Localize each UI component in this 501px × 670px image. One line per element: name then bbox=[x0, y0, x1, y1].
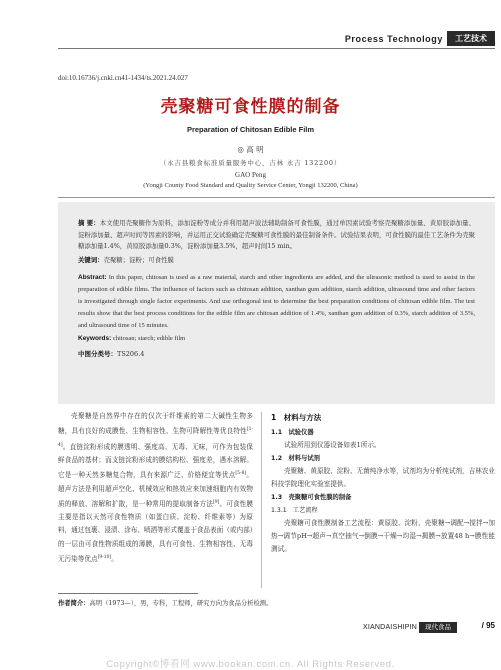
author-footnote bbox=[58, 598, 272, 607]
body-right-column bbox=[271, 410, 495, 556]
footnote-label: 作者简介： bbox=[58, 600, 90, 607]
subsubsection-heading: 1.3.1 工艺流程 bbox=[271, 507, 318, 514]
title-en: Preparation of Chitosan Edible Film bbox=[186, 125, 315, 134]
affiliation-en: (Yongji County Food Standard and Quality Service Center, Yongji 132200, China) bbox=[143, 182, 358, 189]
author-cn: ◎ 高 明 bbox=[237, 145, 264, 154]
abstract-en bbox=[78, 272, 475, 332]
footnote-text: 高明（1973—），男，专科，工程师，研究方向为食品分析检测。 bbox=[89, 600, 273, 607]
keywords-en-text: chitosan; starch; edible film bbox=[112, 334, 186, 342]
subsection-heading: 1.3 壳聚糖可食性膜的制备 bbox=[271, 494, 352, 501]
body-text: 。 bbox=[111, 554, 118, 563]
citation: [9] bbox=[212, 499, 220, 505]
page-header bbox=[0, 0, 501, 56]
abstract-box bbox=[58, 202, 495, 404]
footer-journal: XIANDAISHIPIN bbox=[363, 624, 417, 631]
body-left-column bbox=[58, 410, 253, 566]
paragraph: 壳聚糖可食性膜制备工艺流程：黄原胶、淀粉、壳聚糖→调配→搅拌→加热→调节pH→超声→真空抽气→倒膜→干燥→均湿→揭膜→放置48 h→膜性能测试。 bbox=[271, 519, 495, 553]
abstract-en-label: Abstract: bbox=[78, 274, 107, 282]
keywords-en bbox=[78, 333, 475, 345]
citation: [5-8] bbox=[235, 471, 247, 477]
abstract-cn-text: 本文使用壳聚糖作为原料，添加淀粉等成分并利用超声波法辅助制备可食性膜，通过单因素试验考察壳聚糖添加量、黄原胶添加量、淀粉添加量、超声时间等因素的影响，并运用正交试验确定壳聚糖可食性膜的最佳制备条件。试验结果表明，可食性膜的最佳工艺条件为壳聚糖添加量1.4%，黄原胶添加量0.3%，淀粉添加量3.5%，超声时间15 min。 bbox=[78, 219, 476, 251]
clc-text: TS206.4 bbox=[117, 349, 145, 358]
subsection-heading: 1.1 试验仪器 bbox=[271, 429, 314, 436]
keywords-cn bbox=[78, 255, 475, 267]
abstract-cn-label: 摘 要： bbox=[78, 219, 100, 227]
abstract-cn bbox=[78, 218, 475, 253]
clc-label: 中图分类号： bbox=[78, 349, 117, 358]
paragraph: 试验所用到仪器设备如表1所示。 bbox=[284, 441, 381, 449]
header-rule bbox=[58, 48, 495, 49]
page-number: / 95 bbox=[481, 621, 495, 630]
abstract-en-text: In this paper, chitosan is used as a raw material, starch and other ingredients are added, and the ultrasonic method is used to assist in the preparation of edible films. The influence of factors such as chitosan addition, xanthan gum addition, starch addition, ultrasound time and other factors is investigated through single factor experiments. And use orthogonal test to determine the best preparation conditions of chitosan edible film. The test results show that the best process conditions for the edible film are chitosan addition of 1.4%, xanthan gum addition of 0.3%, starch addition of 3.5%, and ultrasound time of 15 minutes. bbox=[78, 274, 476, 329]
section-heading: 1 材料与方法 bbox=[271, 413, 322, 422]
keywords-cn-label: 关键词： bbox=[78, 255, 104, 264]
author-en: GAO Peng bbox=[235, 171, 266, 179]
subsection-heading: 1.2 材料与试剂 bbox=[271, 455, 320, 462]
affiliation-cn: （永吉县粮食标准质量服务中心，吉林 永吉 132200） bbox=[159, 159, 342, 167]
body-text: 。直链淀粉形成的膜透明、强度高、无毒、无味，可作为包装保鲜食品的基材；而支链淀粉形成的膜结构松、强度差，遇水溶解。它是一种天然多糖复合物，具有来源广泛、价格便宜等优点 bbox=[58, 442, 253, 480]
footer-badge: 现代食品 bbox=[419, 622, 457, 633]
keywords-en-label: Keywords: bbox=[78, 334, 112, 342]
footnote-rule bbox=[58, 593, 198, 594]
section-title: Process Technology bbox=[344, 34, 443, 44]
paragraph: 壳聚糖、黄原胶、淀粉、无菌纯净水等，试剂均为分析纯试剂，吉林农业科技学院理化实验室提供。 bbox=[271, 467, 495, 488]
doi: doi:10.16736/j.cnki.cn41-1434/ts.2021.24.027 bbox=[58, 74, 188, 82]
title-cn: 壳聚糖可食性膜的制备 bbox=[160, 97, 341, 117]
copyright-watermark: Copyright©博看网 www.bookan.com.cn. All Rights Reserved. bbox=[106, 659, 395, 670]
body-text: 壳聚糖是自然界中存在的仅次于纤维素的第二大碱性生物多糖，具有良好的成膜性、生物相容性、生物可降解性等优良特性 bbox=[58, 412, 253, 436]
body-text: 。可食性膜主要是指以天然可食性物质（如蛋白质、淀粉、纤维素等）为原料，通过包裹、浸渍、涂布、喷洒等形式覆盖于食品表面（或内部）的一层由可食性物质组成的薄膜，具有可食性、生物相容性、无毒无污染等优点 bbox=[58, 499, 254, 563]
section-badge: 工艺技术 bbox=[447, 31, 495, 46]
citation: [1-4] bbox=[58, 427, 253, 448]
keywords-cn-text: 壳聚糖；淀粉；可食性膜 bbox=[103, 255, 174, 264]
abstract-rule bbox=[58, 197, 495, 198]
clc-number bbox=[78, 349, 475, 361]
citation: [9-10] bbox=[97, 554, 112, 560]
body-text: 。超声方法是利用超声空化、机械效应和热效应来加速细胞内有效物质的释放、溶解和扩散，是一种常用的提取制备方法 bbox=[58, 471, 254, 508]
column-divider bbox=[261, 412, 262, 588]
